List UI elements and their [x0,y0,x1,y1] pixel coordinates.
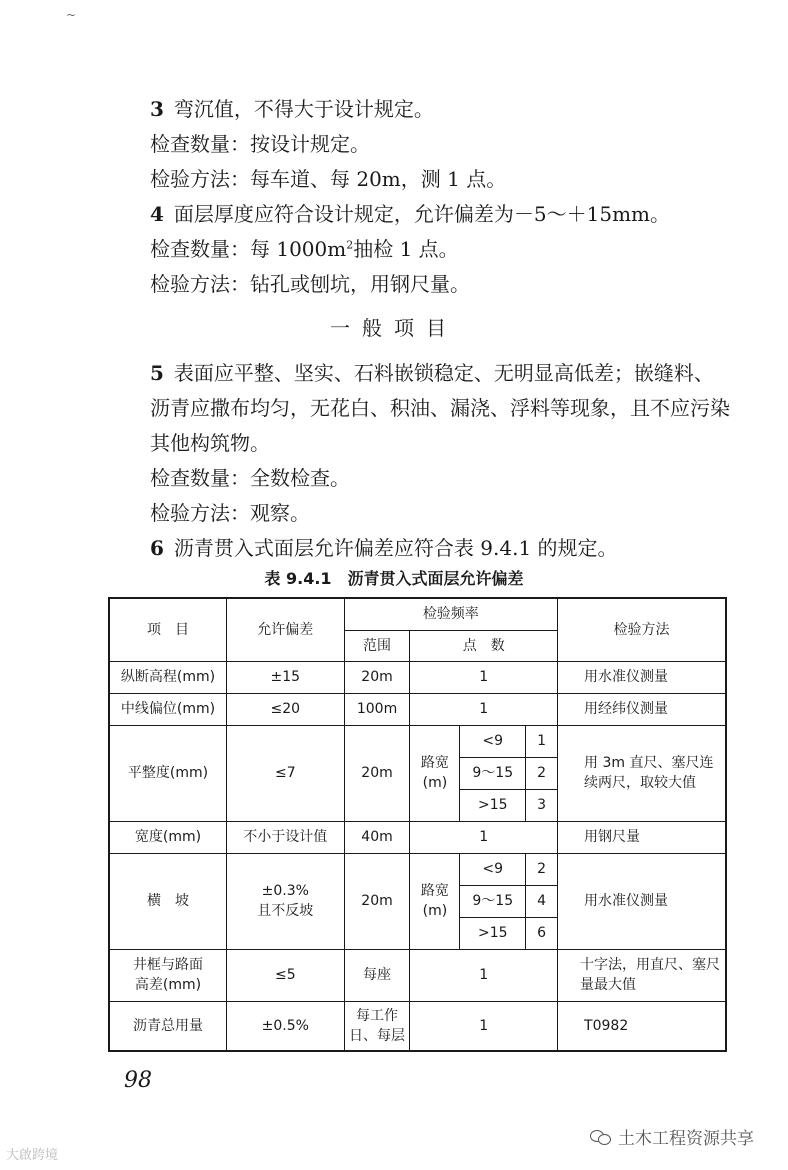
cell-method: 十字法，用直尺、塞尺量最大值 [558,949,726,1001]
cell-range: 40m [344,821,410,853]
cell-width-range: <9 [460,853,526,885]
cell-road-width: 路宽 (m) [410,853,460,949]
cell-item: 宽度(mm) [109,821,227,853]
cell-road-width: 路宽 (m) [410,725,460,821]
cell-item: 井框与路面 高差(mm) [109,949,227,1001]
cell-width-range: >15 [460,917,526,949]
cell-points: 6 [526,917,558,949]
clause-text: 面层厚度应符合设计规定，允许偏差为－5～＋15mm。 [173,202,671,226]
cell-width-range: >15 [460,789,526,821]
clause-5 [122,356,732,566]
cell-tolerance: ≤5 [227,949,345,1001]
cell-width-range: 9～15 [460,885,526,917]
watermark-right [590,1124,754,1149]
cell-method: T0982 [558,1001,726,1051]
cell-method: 用 3m 直尺、塞尺连续两尺，取较大值 [558,725,726,821]
cell-item: 中线偏位(mm) [109,693,227,725]
cell-points: 1 [410,661,558,693]
header-item: 项 目 [109,598,227,661]
check-quantity-line: 检查数量：按设计规定。 [150,132,370,156]
quantity-text: 检查数量：每 1000m [150,237,347,261]
table-row [109,821,726,853]
cell-points: 3 [526,789,558,821]
table-row [109,661,726,693]
header-frequency: 检验频率 [344,598,557,630]
cell-points: 1 [526,725,558,757]
cell-item: 纵断高程(mm) [109,661,227,693]
cell-item: 横 坡 [109,853,227,949]
header-tolerance: 允许偏差 [227,598,345,661]
cell-tolerance: 不小于设计值 [227,821,345,853]
corner-mark: ~ [66,8,77,22]
tolerance-table [108,597,727,1052]
cell-method: 用钢尺量 [558,821,726,853]
table-row [109,693,726,725]
table-row [109,725,726,757]
superscript: 2 [346,238,354,252]
clause-text: 沥青贯入式面层允许偏差应符合表 9.4.1 的规定。 [173,536,618,560]
cell-tolerance: ±15 [227,661,345,693]
section-title: 一般项目 [330,316,458,340]
watermark-right-text: 土木工程资源共享 [618,1129,754,1149]
clause-number: 5 [150,361,164,385]
check-method-line: 检验方法：观察。 [150,501,310,525]
cell-points: 1 [410,693,558,725]
table-row [109,949,726,1001]
check-quantity-line [150,232,730,267]
cell-range: 每座 [344,949,410,1001]
clause-4 [150,197,730,232]
cell-width-range: 9～15 [460,757,526,789]
cell-method: 用经纬仪测量 [558,693,726,725]
clause-6 [122,531,732,566]
cell-method: 用水准仪测量 [558,661,726,693]
clause-number: 4 [150,202,164,226]
header-method: 检验方法 [558,598,726,661]
cell-range: 20m [344,853,410,949]
cell-points: 1 [410,949,558,1001]
header-points: 点 数 [410,630,558,661]
check-method-line: 检验方法：每车道、每 20m，测 1 点。 [150,167,507,191]
check-quantity-line: 检查数量：全数检查。 [150,466,350,490]
cell-range: 100m [344,693,410,725]
watermark-left [6,1144,58,1163]
cell-range: 20m [344,661,410,693]
cell-points: 1 [410,821,558,853]
wechat-icon [590,1129,612,1145]
cell-points: 2 [526,853,558,885]
header-range: 范围 [344,630,410,661]
cell-range: 每工作 日、每层 [344,1001,410,1051]
cell-tolerance: ≤20 [227,693,345,725]
body-lines [150,92,730,302]
cell-points: 4 [526,885,558,917]
cell-item: 平整度(mm) [109,725,227,821]
clause-number: 3 [150,97,164,121]
cell-points: 2 [526,757,558,789]
clause-text: 弯沉值，不得大于设计规定。 [173,97,434,121]
clause-3 [150,92,730,127]
cell-tolerance: ±0.5% [227,1001,345,1051]
cell-tolerance: ≤7 [227,725,345,821]
cell-width-range: <9 [460,725,526,757]
quantity-text-end: 抽检 1 点。 [353,237,459,261]
clause-number: 6 [150,536,164,560]
table-caption: 表 9.4.1 沥青贯入式面层允许偏差 [264,569,524,588]
cell-points: 1 [410,1001,558,1051]
cell-item: 沥青总用量 [109,1001,227,1051]
table-row [109,1001,726,1051]
check-method-line: 检验方法：钻孔或刨坑，用钢尺量。 [150,272,470,296]
cell-method: 用水准仪测量 [558,853,726,949]
cell-tolerance: ±0.3% 且不反坡 [227,853,345,949]
cell-range: 20m [344,725,410,821]
clause-text: 表面应平整、坚实、石料嵌锁稳定、无明显高低差；嵌缝料、沥青应撒布均匀，无花白、积油、漏浇、浮料等现象，且不应污染其他构筑物。 [150,361,730,455]
page-number: 98 [124,1068,152,1093]
table-row [109,853,726,885]
watermark-left-text: 大啟跨境 [6,1148,59,1163]
